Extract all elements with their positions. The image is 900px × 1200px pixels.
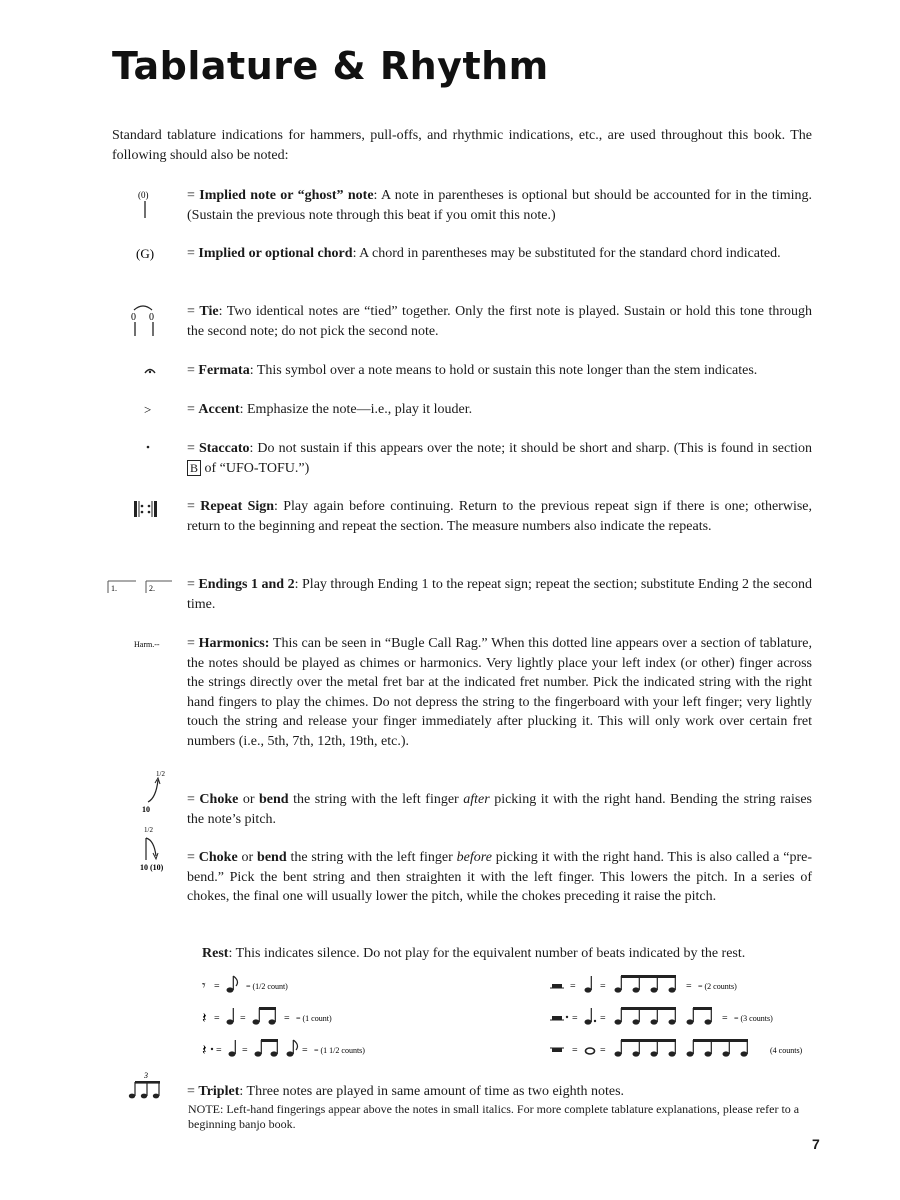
prebend-icon: [112, 824, 188, 872]
svg-text:=: =: [600, 981, 606, 992]
rest-one-half-count-row: [200, 1036, 420, 1062]
svg-text:𝄾: 𝄾: [202, 978, 206, 994]
implied-chord-text: = Implied or optional chord: A chord in parentheses may be substituted for the standard chord indicated.: [187, 246, 781, 261]
whole-rest-icon: [548, 1036, 828, 1062]
staccato-text: = Staccato: Do not sustain if this appears over the note; it should be short and sharp. (This is found in section B of “UFO-TOFU.”): [187, 441, 813, 476]
rest-two-count-row: [548, 972, 808, 998]
section-letter-box: B: [187, 460, 201, 476]
page-number: 7: [812, 1136, 820, 1152]
svg-text:(G): (G): [136, 246, 155, 261]
svg-text:1/2: 1/2: [144, 826, 153, 834]
rest-four-count-row: [548, 1036, 828, 1062]
choke-after-text: = Choke or bend the string with the left finger after picking it with the right hand. Bending the string raises the note’s pitch.: [187, 792, 813, 827]
fermata-text: = Fermata: This symbol over a note means to hold or sustain this note longer than the stem indicates.: [187, 363, 758, 378]
svg-text:10 (10): 10 (10): [140, 863, 164, 872]
svg-text:1/2: 1/2: [156, 770, 165, 778]
rest-one-count-row: [200, 1004, 400, 1030]
svg-text:=: =: [214, 1013, 220, 1024]
repeat-sign-icon: [112, 497, 188, 537]
eighth-note-group: [615, 975, 677, 993]
accent-icon: [112, 400, 188, 440]
note-paragraph: NOTE: Left-hand fingerings appear above the notes in small italics. For more complete tablature explanations, please refer to a beginning banjo book.: [188, 1102, 800, 1131]
endings-icon: [106, 575, 182, 615]
svg-text:=: =: [600, 1045, 606, 1056]
intro-paragraph: Standard tablature indications for hammers, pull-offs, and rhythmic indications, etc., are used throughout this book. The following should also be noted:: [112, 128, 812, 163]
svg-text:=: =: [242, 1045, 248, 1056]
harmonics-text: = Harmonics: This can be seen in “Bugle Call Rag.” When this dotted line appears over a section of tablature, the notes should be played as chimes or harmonics. Very lightly place your left index (or other) finger across the strings directly over the metal fret bar at the indicated fret number. Pick the indicated string with the right hand fingers to play the chimes. Do not depress the string to the fingerboard with your left finger; very lightly touch the string and release your finger immediately after plucking it. This will only work over certain fret numbers (i.e., 5th, 7th, 12th, 19th, etc.).: [187, 636, 813, 749]
eighth-rest-icon: [200, 972, 400, 998]
accent-text: = Accent: Emphasize the note—i.e., play it louder.: [187, 402, 473, 417]
svg-text:0: 0: [131, 312, 136, 323]
tie-text: = Tie: Two identical notes are “tied” together. Only the first note is played. Sustain or hold this tone through the second note; do not pick the second note.: [187, 304, 812, 339]
svg-text:=: =: [302, 1045, 308, 1056]
svg-text:(4 counts): (4 counts): [770, 1046, 803, 1055]
svg-text:=: =: [572, 1013, 578, 1024]
svg-text:>: >: [144, 402, 152, 417]
svg-text:= (3 counts): = (3 counts): [734, 1014, 773, 1023]
svg-text:= (1/2 count): = (1/2 count): [246, 982, 288, 991]
svg-text:(0): (0): [138, 190, 149, 200]
svg-text:= (1 count): = (1 count): [296, 1014, 332, 1023]
svg-text:10: 10: [142, 805, 150, 814]
svg-text:=: =: [600, 1013, 606, 1024]
svg-text:1.: 1.: [111, 584, 117, 593]
rest-three-count-row: [548, 1004, 808, 1030]
svg-text:=: =: [240, 1013, 246, 1024]
svg-text:=: =: [284, 1013, 290, 1024]
bend-after-icon: [112, 768, 188, 814]
dotted-quarter-rest-icon: [200, 1036, 420, 1062]
triplet-text: = Triplet: Three notes are played in same amount of time as two eighth notes.: [187, 1084, 625, 1099]
ghost-note-text: = Implied note or “ghost” note: A note in parentheses is optional but should be accounted for in the timing. (Sustain the previous note through this beat if you omit this note.): [187, 188, 812, 223]
svg-text:Harm.--: Harm.--: [134, 640, 160, 649]
svg-text:𝄽: 𝄽: [202, 1041, 207, 1059]
svg-text:=: =: [214, 981, 220, 992]
svg-text:=: =: [686, 981, 692, 992]
svg-text:3: 3: [144, 1071, 148, 1080]
choke-before-text: = Choke or bend the string with the left finger before picking it with the right hand. This is also called a “pre-bend.” Pick the bent string and then straighten it with the left finger. This lowers the pitch. In a series of chokes, the final one will usually lower the pitch, while the chokes preceding it raise the pitch.: [187, 850, 812, 904]
page-title: Tablature & Rhythm: [112, 44, 549, 88]
svg-text:=: =: [570, 981, 576, 992]
triplet-icon: [112, 1070, 188, 1110]
staccato-icon: [112, 439, 188, 479]
half-rest-icon: [548, 972, 808, 998]
svg-text:=: =: [216, 1045, 222, 1056]
harmonics-icon: [112, 634, 188, 674]
ghost-note-icon: [112, 186, 188, 226]
quarter-rest-icon: [200, 1004, 400, 1030]
svg-text:=: =: [722, 1013, 728, 1024]
svg-text:= (2 counts): = (2 counts): [698, 982, 737, 991]
svg-text:2.: 2.: [149, 584, 155, 593]
svg-text:=: =: [572, 1045, 578, 1056]
svg-text:0: 0: [149, 312, 154, 323]
dotted-half-rest-icon: [548, 1004, 808, 1030]
svg-text:= (1 1/2 counts): = (1 1/2 counts): [314, 1046, 365, 1055]
endings-text: = Endings 1 and 2: Play through Ending 1 to the repeat sign; repeat the section; substitute Ending 2 the second time.: [187, 577, 813, 612]
tie-icon: [112, 302, 188, 342]
chord-symbol-icon: [112, 244, 188, 284]
svg-text:𝄽: 𝄽: [202, 1009, 207, 1027]
fermata-icon: [112, 361, 188, 401]
rest-text: Rest: This indicates silence. Do not play for the equivalent number of beats indicated by the rest.: [202, 946, 746, 961]
repeat-sign-text: = Repeat Sign: Play again before continuing. Return to the previous repeat sign if there is one; otherwise, return to the beginning and repeat the section. The measure numbers also indicate the repeats.: [187, 499, 812, 534]
rest-half-count-row: [200, 972, 400, 998]
